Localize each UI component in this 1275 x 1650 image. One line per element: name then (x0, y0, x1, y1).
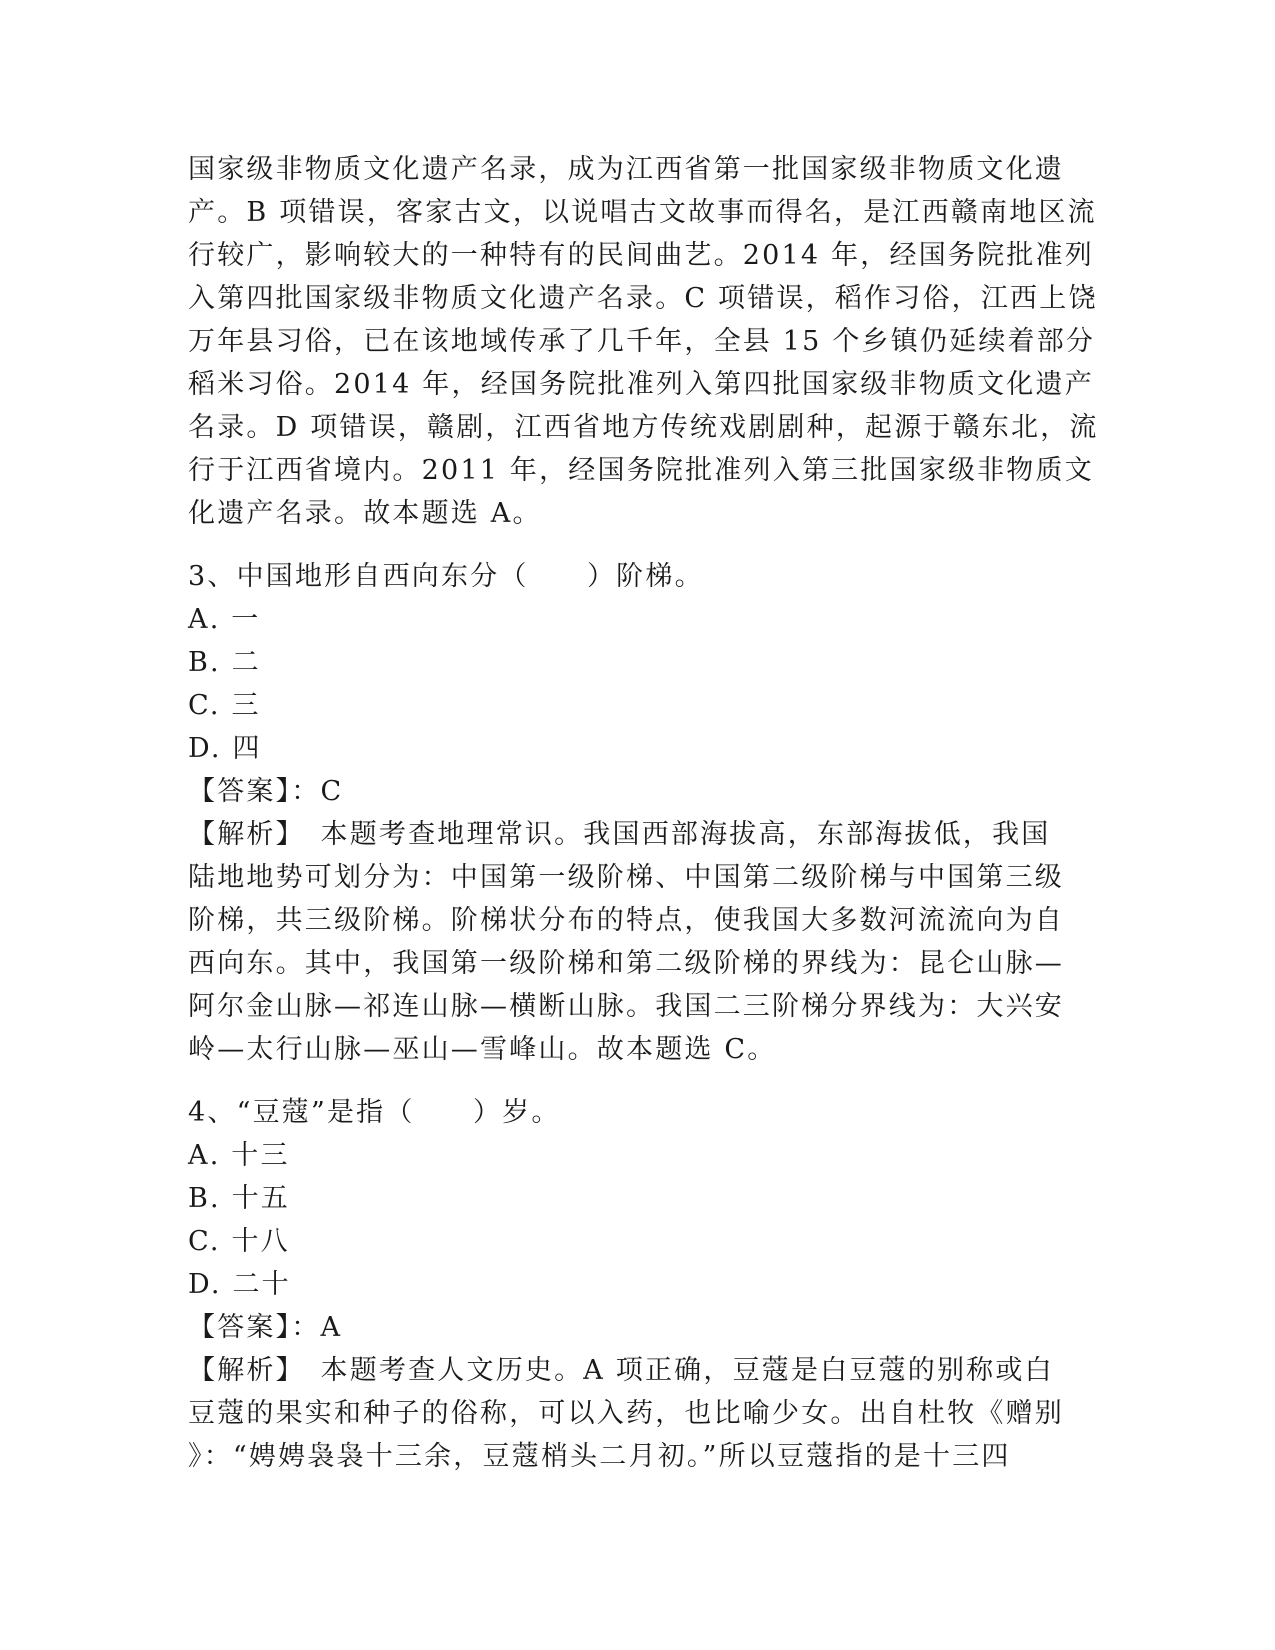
text-line: 名录。D 项错误，赣剧，江西省地方传统戏剧剧种，起源于赣东北，流 (188, 412, 1099, 443)
explanation-line: 岭—太行山脉—巫山—雪峰山。故本题选 C。 (188, 1034, 777, 1065)
question-text: 4、“豆蔻”是指（ ）岁。 (188, 1097, 561, 1128)
option-a: A. 十三 (188, 1140, 290, 1171)
text-line: 稻米习俗。2014 年，经国务院批准列入第四批国家级非物质文化遗产 (188, 369, 1094, 400)
text-line: 入第四批国家级非物质文化遗产名录。C 项错误，稻作习俗，江西上饶 (188, 283, 1098, 314)
q2-explanation-continued (188, 148, 1099, 535)
answer-line: 【答案】：A (188, 1312, 343, 1343)
option-d: D. 四 (188, 733, 262, 764)
explanation-line: 》：“娉娉袅袅十三余，豆蔻梢头二月初。”所以豆蔻指的是十三四 (188, 1441, 1011, 1472)
explanation-line: 【解析】 本题考查人文历史。A 项正确，豆蔻是白豆蔻的别称或白 (188, 1355, 1054, 1386)
explanation-line: 陆地地势可划分为：中国第一级阶梯、中国第二级阶梯与中国第三级 (188, 862, 1064, 893)
text-line: 化遗产名录。故本题选 A。 (188, 498, 542, 529)
document-page (188, 148, 1099, 1478)
option-a: A. 一 (188, 604, 261, 635)
explanation-line: 豆蔻的果实和种子的俗称，可以入药，也比喻少女。出自杜牧《赠别 (188, 1398, 1064, 1429)
option-b: B. 二 (188, 647, 261, 678)
question-4 (188, 1091, 1088, 1478)
text-line: 国家级非物质文化遗产名录，成为江西省第一批国家级非物质文化遗 (188, 154, 1064, 185)
option-b: B. 十五 (188, 1183, 291, 1214)
explanation-line: 阿尔金山脉—祁连山脉—横断山脉。我国二三阶梯分界线为：大兴安 (188, 991, 1064, 1022)
text-line: 行较广，影响较大的一种特有的民间曲艺。2014 年，经国务院批准列 (188, 240, 1094, 271)
text-line: 万年县习俗，已在该地域传承了几千年，全县 15 个乡镇仍延续着部分 (188, 326, 1096, 357)
question-text: 3、中国地形自西向东分（ ）阶梯。 (188, 561, 704, 592)
explanation-line: 【解析】 本题考查地理常识。我国西部海拔高，东部海拔低，我国 (188, 819, 1051, 850)
option-d: D. 二十 (188, 1269, 291, 1300)
question-3 (188, 555, 1088, 1071)
text-line: 行于江西省境内。2011 年，经国务院批准列入第三批国家级非物质文 (188, 455, 1094, 486)
explanation-line: 阶梯，共三级阶梯。阶梯状分布的特点，使我国大多数河流流向为自 (188, 905, 1064, 936)
option-c: C. 十八 (188, 1226, 290, 1257)
text-line: 产。B 项错误，客家古文，以说唱古文故事而得名，是江西赣南地区流 (188, 197, 1097, 228)
option-c: C. 三 (188, 690, 261, 721)
explanation-line: 西向东。其中，我国第一级阶梯和第二级阶梯的界线为：昆仑山脉— (188, 948, 1064, 979)
answer-line: 【答案】：C (188, 776, 344, 807)
